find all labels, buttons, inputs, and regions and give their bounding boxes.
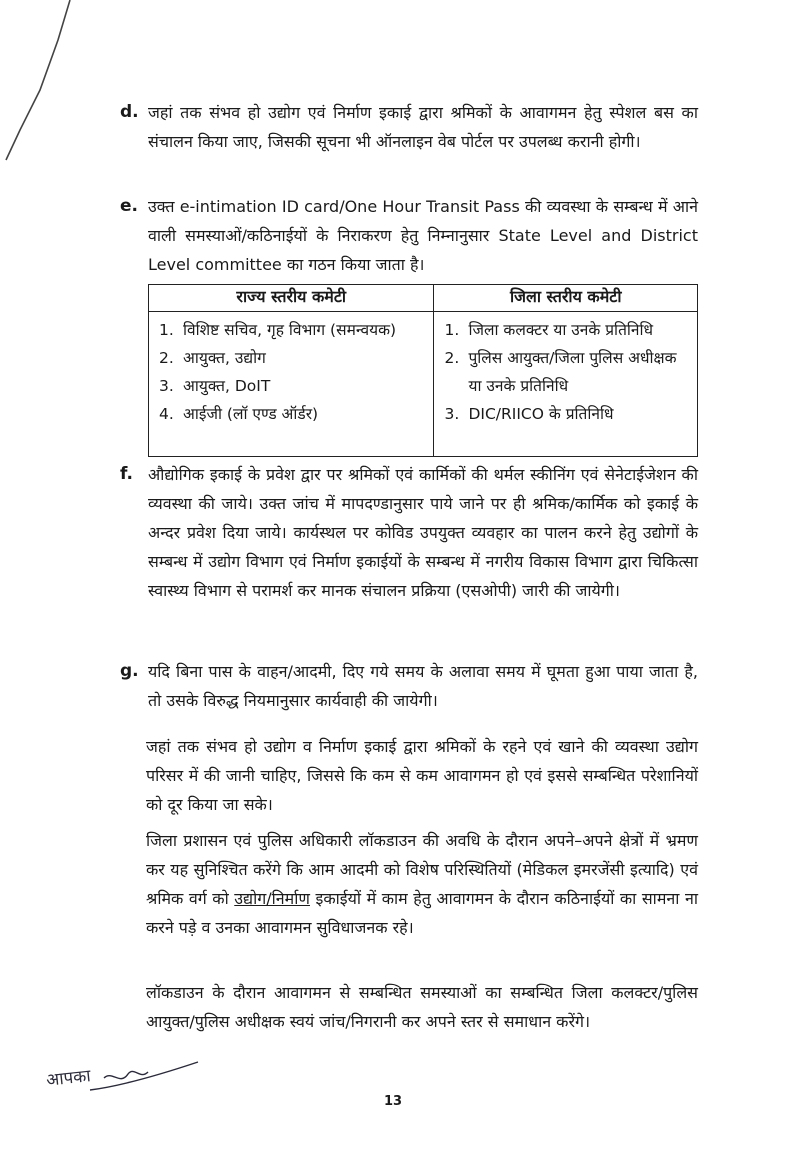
list-item-d bbox=[120, 98, 698, 156]
item-marker: e. bbox=[120, 196, 138, 216]
item-text: जहां तक संभव हो उद्योग एवं निर्माण इकाई द्वारा श्रमिकों के आवागमन हेतु स्पेशल बस का संचालन किया जाए, जिसकी सूचना भी ऑनलाइन वेब पोर्टल पर उपलब्ध करानी होगी। bbox=[148, 103, 698, 151]
paragraph-worker-accommodation: जहां तक संभव हो उद्योग व निर्माण इकाई द्वारा श्रमिकों के रहने एवं खाने की व्यवस्था उद्योग परिसर में की जानी चाहिए, जिससे कि कम से कम आवागमन हो एवं इससे सम्बन्धित परेशानियों को दूर किया जा सके। bbox=[146, 737, 698, 814]
item-text: उक्त e-intimation ID card/One Hour Transit Pass की व्यवस्था के सम्बन्ध में आने वाली समस्याओं/कठिनाईयों के निराकरण हेतु निम्नानुसार State Level and District Level committee का गठन किया जाता है। bbox=[148, 197, 698, 274]
list-item: 2. पुलिस आयुक्त/जिला पुलिस अधीक्षक या उनके प्रतिनिधि bbox=[444, 349, 677, 395]
paragraph-district-administration: जिला प्रशासन एवं पुलिस अधिकारी लॉकडाउन की अवधि के दौरान अपने–अपने क्षेत्रों में भ्रमण कर यह सुनिश्चित करेंगे कि आम आदमी को विशेष परिस्थितियों (मेडिकल इमरजेंसी इत्यादि) एवं श्रमिक वर्ग को उद्योग/निर्माण इकाईयों में काम हेतु आवागमन के दौरान कठिनाईयों का सामना ना करने पड़े व उनका आवागमन सुविधाजनक रहे। bbox=[146, 831, 698, 937]
list-item: 2. आयुक्त, उद्योग bbox=[159, 349, 266, 367]
state-committee-header: राज्य स्तरीय कमेटी bbox=[149, 285, 434, 312]
list-item-g bbox=[120, 657, 698, 715]
paragraph-lockdown-problems: लॉकडाउन के दौरान आवागमन से सम्बन्धित समस्याओं का सम्बन्धित जिला कलक्टर/पुलिस आयुक्त/पुलिस अधीक्षक स्वयं जांच/निगरानी कर अपने स्तर से समाधान करेंगे। bbox=[146, 983, 698, 1031]
state-committee-cell bbox=[149, 312, 434, 457]
list-item: 4. आईजी (लॉ एण्ड ऑर्डर) bbox=[159, 405, 319, 423]
list-item-f bbox=[120, 460, 698, 605]
scan-edge-mark bbox=[0, 0, 90, 170]
underlined-text: उद्योग/निर्माण bbox=[234, 889, 310, 908]
item-marker: f. bbox=[120, 464, 133, 484]
list-item: 3. DIC/RIICO के प्रतिनिधि bbox=[444, 405, 614, 423]
list-item: 1. विशिष्ट सचिव, गृह विभाग (समन्वयक) bbox=[159, 321, 397, 339]
page-number: 13 bbox=[384, 1094, 403, 1109]
item-marker: d. bbox=[120, 102, 139, 122]
item-text: यदि बिना पास के वाहन/आदमी, दिए गये समय के अलावा समय में घूमता हुआ पाया जाता है, तो उसके विरुद्ध नियमानुसार कार्यवाही की जायेगी। bbox=[148, 662, 698, 710]
committee-table bbox=[148, 284, 698, 457]
list-item: 1. जिला कलक्टर या उनके प्रतिनिधि bbox=[444, 321, 654, 339]
signature bbox=[42, 1056, 202, 1096]
list-item: 3. आयुक्त, DoIT bbox=[159, 377, 271, 395]
district-committee-list bbox=[444, 316, 689, 428]
list-item-e bbox=[120, 192, 698, 279]
state-committee-list bbox=[159, 316, 425, 428]
district-committee-header: जिला स्तरीय कमेटी bbox=[434, 285, 698, 312]
svg-text:आपका: आपका bbox=[45, 1066, 92, 1091]
district-committee-cell bbox=[434, 312, 698, 457]
item-text: औद्योगिक इकाई के प्रवेश द्वार पर श्रमिकों एवं कार्मिकों की थर्मल स्कीनिंग एवं सेनेटाईजेशन की व्यवस्था की जाये। उक्त जांच में मापदण्डानुसार पाये जाने पर ही श्रमिक/कार्मिक को इकाई के अन्दर प्रवेश दिया जाये। कार्यस्थल पर कोविड उपयुक्त व्यवहार का पालन करने हेतु उद्योगों के सम्बन्ध में उद्योग विभाग एवं निर्माण इकाईयों के सम्बन्ध में नगरीय विकास विभाग द्वारा चिकित्सा स्वास्थ्य विभाग से परामर्श कर मानक संचालन प्रक्रिया (एसओपी) जारी की जायेगी। bbox=[148, 465, 698, 600]
item-marker: g. bbox=[120, 661, 139, 681]
